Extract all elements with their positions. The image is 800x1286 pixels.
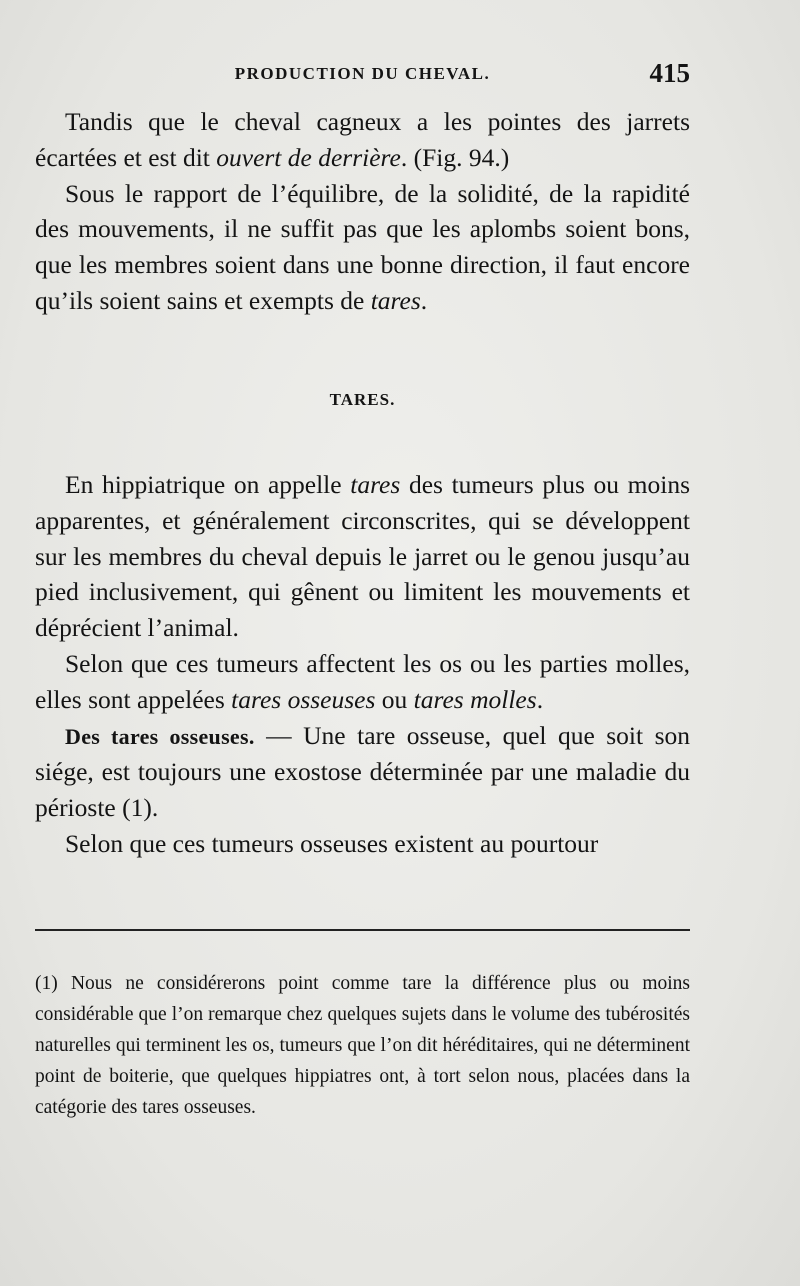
footnote-text: (1) Nous ne considérerons point comme tare la différence plus ou moins considérable que l’on remarque chez quelques sujets dans le volume des tubérosités naturelles qui terminent les os, tumeurs que l’on dit héréditaires, qui ne déterminent point de boiterie, que quelques hippiatres ont, à tort selon nous, placées dans la catégorie des tares osseuses.: [35, 973, 690, 1118]
text-run: Sous le rapport de l’équilibre, de la solidité, de la rapidité des mouvements, il ne suffit pas que les aplombs soient bons, que les membres soient dans une bonne direction, il faut encore qu’ils soient sains et exempts de: [35, 178, 690, 315]
text-run: .: [536, 684, 544, 714]
section-body: [35, 467, 690, 862]
paragraph: [35, 826, 690, 862]
text-run: des tumeurs plus ou moins apparentes, et généralement circonscrites, qui se développent sur les membres du cheval depuis le jarret ou le genou jusqu’au pied inclusivement, qui gênent ou limitent les mouvements et déprécient l’animal.: [35, 470, 690, 643]
running-title: PRODUCTION DU CHEVAL.: [234, 64, 491, 83]
italic-term: tares: [350, 470, 401, 499]
paragraph: [35, 104, 690, 176]
paragraph: [35, 718, 690, 826]
run-in-heading: Des tares osseuses.: [65, 723, 255, 749]
footnote: [35, 968, 690, 1123]
italic-term: tares: [370, 285, 421, 315]
text-run: ou: [375, 684, 414, 714]
text-run: Selon que ces tumeurs affectent les os ou les parties molles, elles sont appelées: [35, 648, 690, 714]
opening-text: [35, 104, 690, 319]
text-run: Tandis que le cheval cagneux a les pointes des jarrets écartées et est dit: [35, 107, 690, 172]
italic-term: tares osseuses: [231, 684, 376, 714]
text-run: .: [420, 285, 428, 315]
section-heading: TARES.: [329, 390, 396, 409]
page-number: 415: [649, 58, 690, 88]
paragraph: [35, 646, 690, 718]
italic-term: tares molles: [413, 684, 537, 714]
paragraph: [35, 176, 690, 319]
text-run: — Une tare osseuse, quel que soit son siége, est toujours une exostose déterminée par une maladie du périoste (1).: [35, 720, 690, 823]
paragraph: [35, 467, 690, 646]
footnote-rule: [35, 929, 690, 931]
italic-term: ouvert de derrière: [216, 142, 401, 172]
running-head: [35, 58, 690, 92]
text-run: En hippiatrique on appelle: [65, 470, 351, 499]
text-run: . (Fig. 94.): [400, 142, 510, 172]
text-run: Selon que ces tumeurs osseuses existent au pourtour: [65, 828, 599, 858]
